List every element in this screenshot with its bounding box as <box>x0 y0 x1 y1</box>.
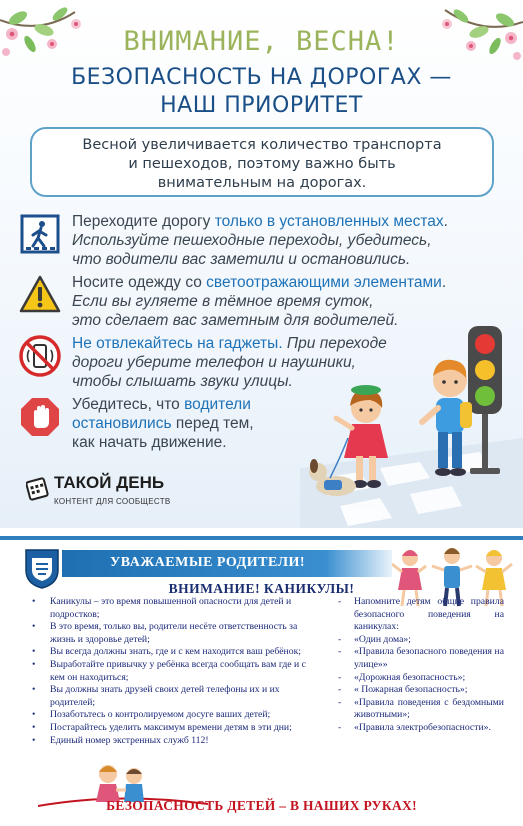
list-item: - « Пожарная безопасность»; <box>334 684 504 697</box>
tip-crossing-rest: что водители вас заметили и остановились. <box>72 251 411 268</box>
list-item: - «Правила электробезопасности». <box>334 722 504 735</box>
warning-icon <box>18 273 62 317</box>
rules-intro: - Напомните детям общие правила безопасного поведения на каникулах: <box>334 596 504 634</box>
parent-advice-list <box>30 596 320 747</box>
pedestrian-crossing-icon <box>18 212 62 256</box>
tip-gadgets-line-2: дороги уберите телефон и наушники, <box>72 354 356 371</box>
list-item: - «Один дома»; <box>334 634 504 647</box>
list-item: • Единый номер экстренных служб 112! <box>30 735 320 748</box>
tip-gadgets-italic: При переходе <box>282 335 387 352</box>
list-item: - «Дорожная безопасность»; <box>334 672 504 685</box>
intro-line-1: Весной увеличивается количество транспорта <box>82 137 442 153</box>
intro-line-2: и пешеходов, поэтому важно быть <box>128 156 396 172</box>
parents-banner-title: УВАЖАЕМЫЕ РОДИТЕЛИ! <box>110 555 306 570</box>
list-item: • Вы всегда должны знать, где и с кем находится ваш ребёнок; <box>30 646 320 659</box>
tip-stopped-lead: Убедитесь, что <box>72 396 185 413</box>
tip-gadgets-after: . <box>278 335 283 352</box>
tip-reflective-highlight: светоотражающими элементами <box>206 274 442 291</box>
tip-reflective-italic: Если вы гуляете в тёмное время суток, <box>72 293 374 310</box>
safety-rules-list <box>334 596 504 735</box>
tip-stopped-line-3: как начать движение. <box>72 434 227 451</box>
spring-title: ВНИМАНИЕ, ВЕСНА! <box>123 26 400 57</box>
intro-line-3: внимательным на дорогах. <box>157 175 367 191</box>
tip-crossing-highlight: только в установленных местах <box>214 213 444 230</box>
holiday-safety-poster <box>0 536 523 826</box>
tip-reflective-lead: Носите одежду со <box>72 274 207 291</box>
list-item: • Вы должны знать друзей своих детей телефоны их и их родителей; <box>30 684 320 709</box>
list-item: • Позаботьтесь о контролируемом досуге ваших детей; <box>30 709 320 722</box>
tip-crossing-text <box>72 212 512 269</box>
children-crossing-illustration <box>300 318 523 528</box>
brand-subtitle: КОНТЕНТ ДЛЯ СООБЩЕСТВ <box>54 497 171 506</box>
tip-crossing-italic: Используйте пешеходные переходы, убедитесь, <box>72 232 432 249</box>
tip-crossing-after: . <box>443 213 448 230</box>
list-item: • Постарайтесь уделить максимум времени детям в эти дни; <box>30 722 320 735</box>
list-item: • Выработайте привычку у ребёнка всегда сообщать вам где и с кем он находиться; <box>30 659 320 684</box>
poster-separator <box>0 528 523 536</box>
tip-gadgets-line-3: чтобы слышать звуки улицы. <box>72 373 293 390</box>
intro-box <box>30 127 494 197</box>
tip-reflective-after: . <box>441 274 447 291</box>
tip-reflective-rest: это сделает вас заметным для водителей. <box>72 312 399 329</box>
tip-crossing-lead: Переходите дорогу <box>72 213 215 230</box>
title-line-2: НАШ ПРИОРИТЕТ <box>160 93 363 118</box>
tip-stopped-highlight-1: водители <box>184 396 251 413</box>
no-phone-icon <box>18 334 62 378</box>
list-item: • В это время, только вы, родители несёте ответственность за жизнь и здоровье детей; <box>30 621 320 646</box>
list-item: - «Правила безопасного поведения на улице»» <box>334 646 504 671</box>
tip-gadgets-highlight: Не отвлекайтесь на гаджеты <box>72 335 279 352</box>
brand-name: ТАКОЙ ДЕНЬ <box>54 473 165 492</box>
calendar-icon <box>26 476 50 502</box>
tip-stopped-after: перед тем, <box>171 415 254 432</box>
safety-slogan: БЕЗОПАСНОСТЬ ДЕТЕЙ – В НАШИХ РУКАХ! <box>106 798 417 813</box>
list-item: • Каникулы – это время повышенной опасности для детей и подростков; <box>30 596 320 621</box>
list-item: - «Правила поведения с бездомными животными»; <box>334 697 504 722</box>
title-line-1: БЕЗОПАСНОСТЬ НА ДОРОГАХ — <box>71 65 452 90</box>
top-border <box>0 536 523 540</box>
road-safety-title <box>0 64 523 120</box>
tip-stopped-highlight-2: остановились <box>72 415 172 432</box>
stop-hand-icon <box>18 395 62 439</box>
holiday-heading: ВНИМАНИЕ! КАНИКУЛЫ! <box>168 581 355 596</box>
